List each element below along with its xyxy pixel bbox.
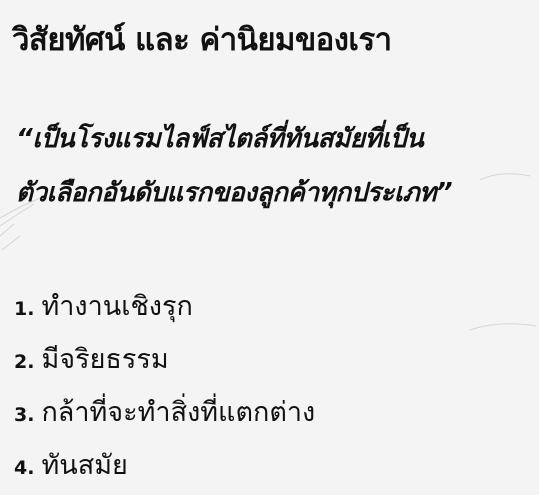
slide-title: วิสัยทัศน์ และ ค่านิยมของเรา [12, 22, 392, 58]
value-number: 1. [14, 298, 35, 320]
vision-quote-line-2: ตัวเลือกอันดับแรกของลูกค้าทุกประเภท” [16, 178, 453, 208]
value-item-modern [14, 439, 529, 492]
value-number: 3. [14, 404, 35, 426]
vision-quote-line-1: “เป็นโรงแรมไลฟ์สไตล์ที่ทันสมัยที่เป็น [16, 124, 424, 154]
value-text: ทันสมัย [41, 450, 128, 481]
value-text: มีจริยธรรม [41, 344, 169, 375]
values-list [14, 280, 529, 492]
value-item-dare-different [14, 386, 529, 439]
value-number: 4. [14, 457, 35, 479]
value-number: 2. [14, 351, 35, 373]
value-text: กล้าที่จะทำสิ่งที่แตกต่าง [41, 397, 316, 428]
value-item-ethics [14, 333, 529, 386]
value-item-proactive [14, 280, 529, 333]
value-text: ทำงานเชิงรุก [41, 291, 193, 322]
vision-quote [16, 112, 531, 220]
